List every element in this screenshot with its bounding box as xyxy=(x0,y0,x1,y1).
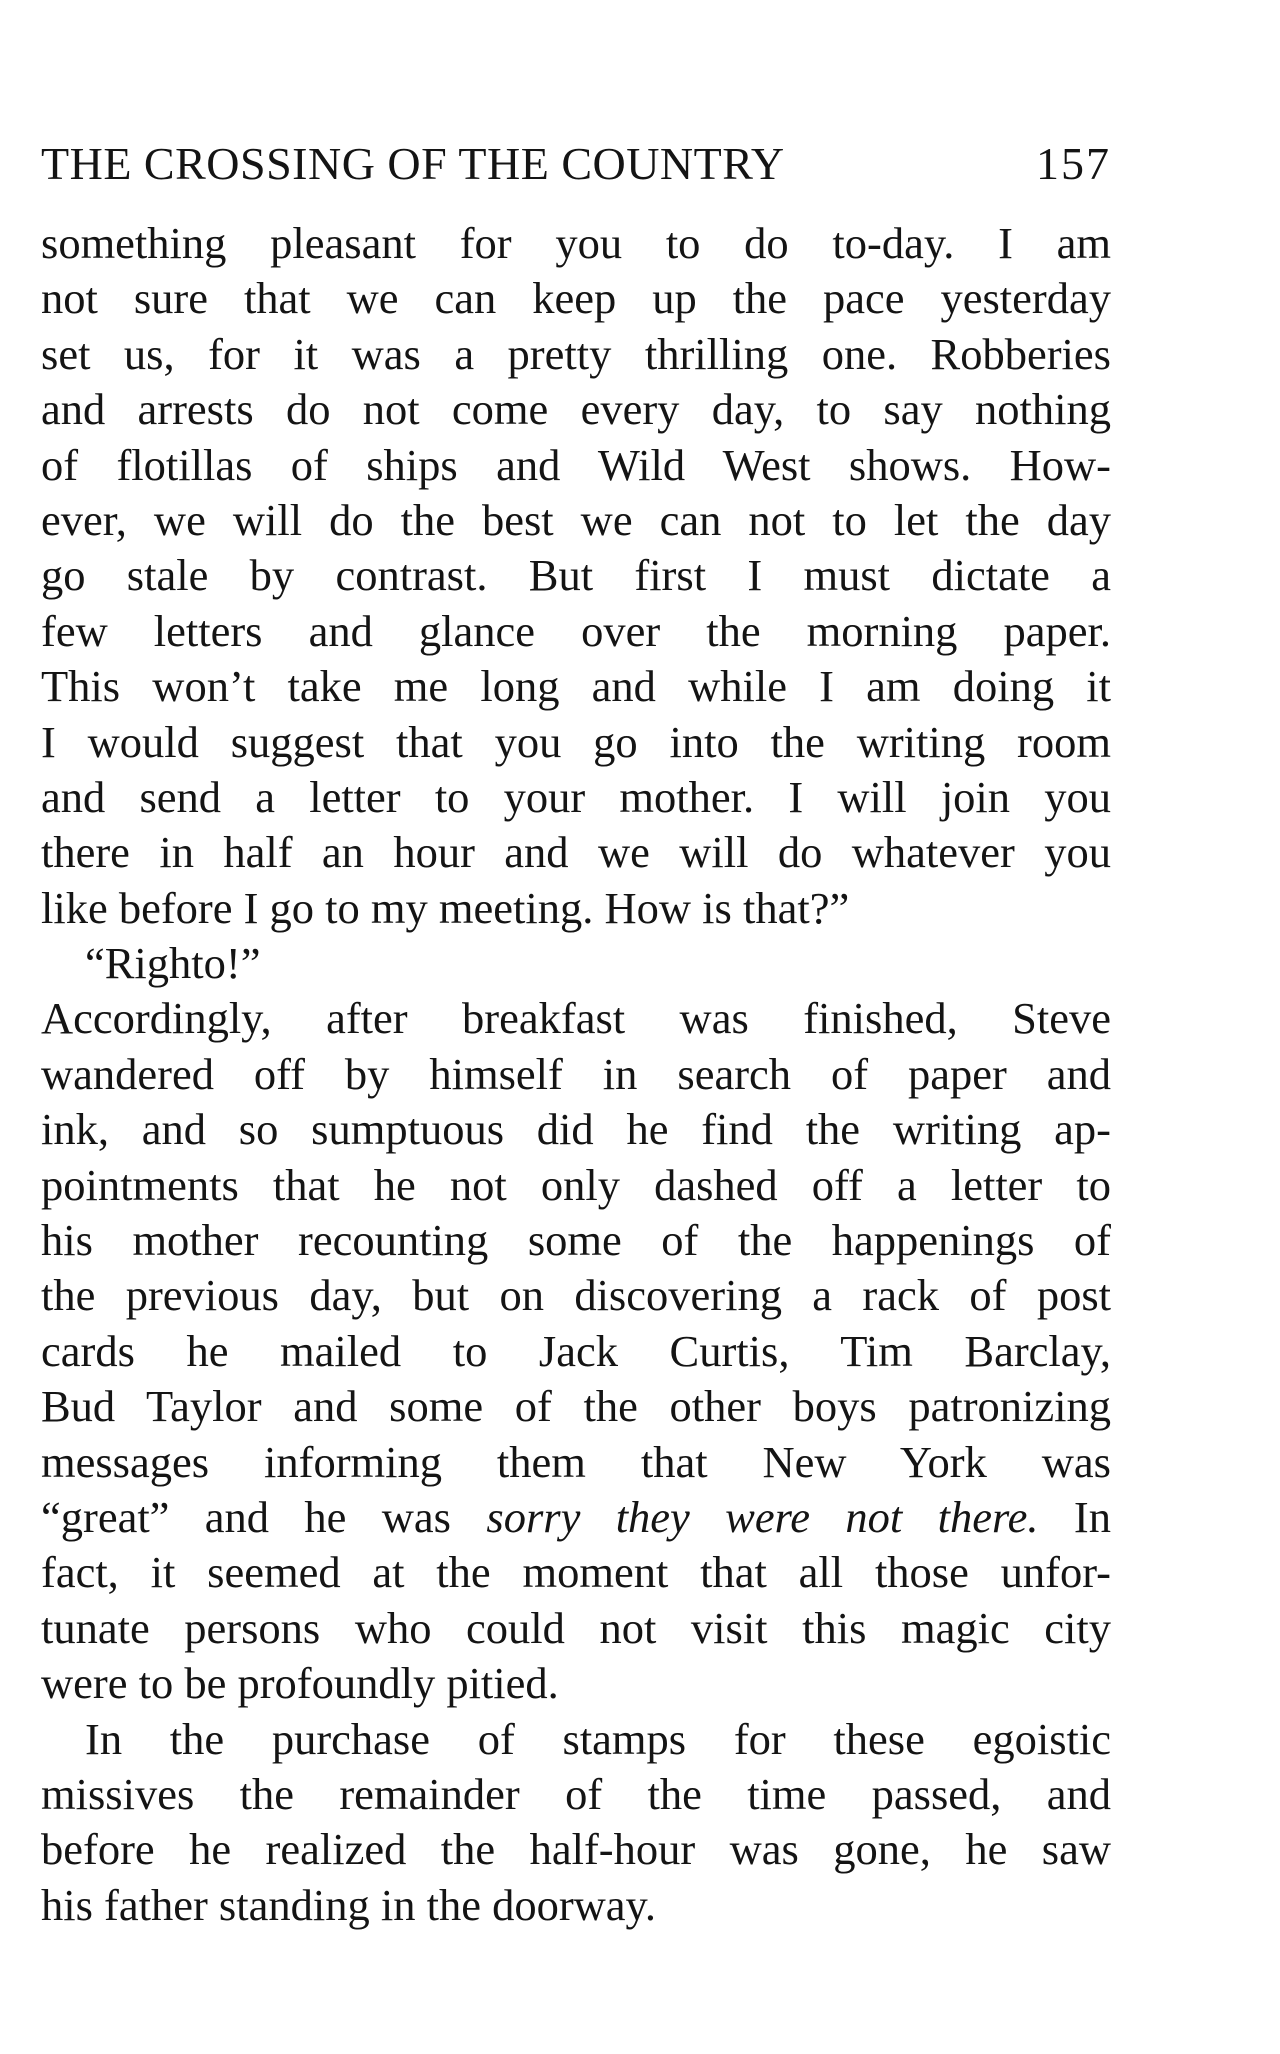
italic-phrase: sorry they were not there. xyxy=(486,1491,1039,1542)
text-line: his mother recounting some of the happenings of xyxy=(41,1215,1111,1266)
text-line: In the purchase of stamps for these egoistic xyxy=(85,1713,1111,1764)
body-text xyxy=(41,216,1111,1933)
text-line: few letters and glance over the morning paper. xyxy=(41,605,1111,656)
text-line: were to be profoundly pitied. xyxy=(41,1658,559,1709)
text-line: and arrests do not come every day, to say nothing xyxy=(41,384,1111,435)
page-number: 157 xyxy=(1036,138,1111,189)
running-header xyxy=(41,136,1111,192)
text-line: set us, for it was a pretty thrilling one. Robberies xyxy=(41,328,1111,379)
text-line: pointments that he not only dashed off a letter to xyxy=(41,1159,1111,1210)
text-line: the previous day, but on discovering a rack of post xyxy=(41,1270,1111,1321)
text-line: Bud Taylor and some of the other boys patronizing xyxy=(41,1381,1111,1432)
text-line: messages informing them that New York was xyxy=(41,1436,1111,1487)
text-line: of flotillas of ships and Wild West shows. How- xyxy=(41,439,1111,490)
text-line: fact, it seemed at the moment that all those unfor- xyxy=(41,1547,1111,1598)
text-line: like before I go to my meeting. How is that?” xyxy=(41,882,850,933)
text-line: something pleasant for you to do to-day. I am xyxy=(41,218,1111,268)
book-page xyxy=(41,136,1111,1933)
text-line: go stale by contrast. But first I must dictate a xyxy=(41,550,1111,601)
text-line: Accordingly, after breakfast was finished, Steve xyxy=(41,993,1111,1044)
text-line: wandered off by himself in search of paper and xyxy=(41,1048,1111,1099)
text-line: ink, and so sumptuous did he find the writing ap- xyxy=(41,1104,1111,1155)
text-line-with-italic xyxy=(41,1490,1111,1545)
text-run: “great” and he was xyxy=(41,1491,487,1542)
text-line: ever, we will do the best we can not to let the day xyxy=(41,494,1111,545)
text-line: missives the remainder of the time passed, and xyxy=(41,1768,1111,1819)
text-line: not sure that we can keep up the pace yesterday xyxy=(41,273,1111,324)
text-line: before he realized the half-hour was gone, he saw xyxy=(41,1824,1111,1875)
running-title: THE CROSSING OF THE COUNTRY xyxy=(41,138,785,189)
text-line: tunate persons who could not visit this magic city xyxy=(41,1602,1111,1653)
text-line: and send a letter to your mother. I will join you xyxy=(41,771,1111,822)
text-line: cards he mailed to Jack Curtis, Tim Barclay, xyxy=(41,1325,1111,1376)
text-line: there in half an hour and we will do whatever you xyxy=(41,827,1111,878)
text-line: I would suggest that you go into the writing room xyxy=(41,716,1111,767)
text-line: This won’t take me long and while I am doing it xyxy=(41,661,1111,712)
text-line: his father standing in the doorway. xyxy=(41,1879,657,1930)
text-run: In xyxy=(1038,1491,1111,1542)
dialogue-line: “Righto!” xyxy=(85,938,261,989)
